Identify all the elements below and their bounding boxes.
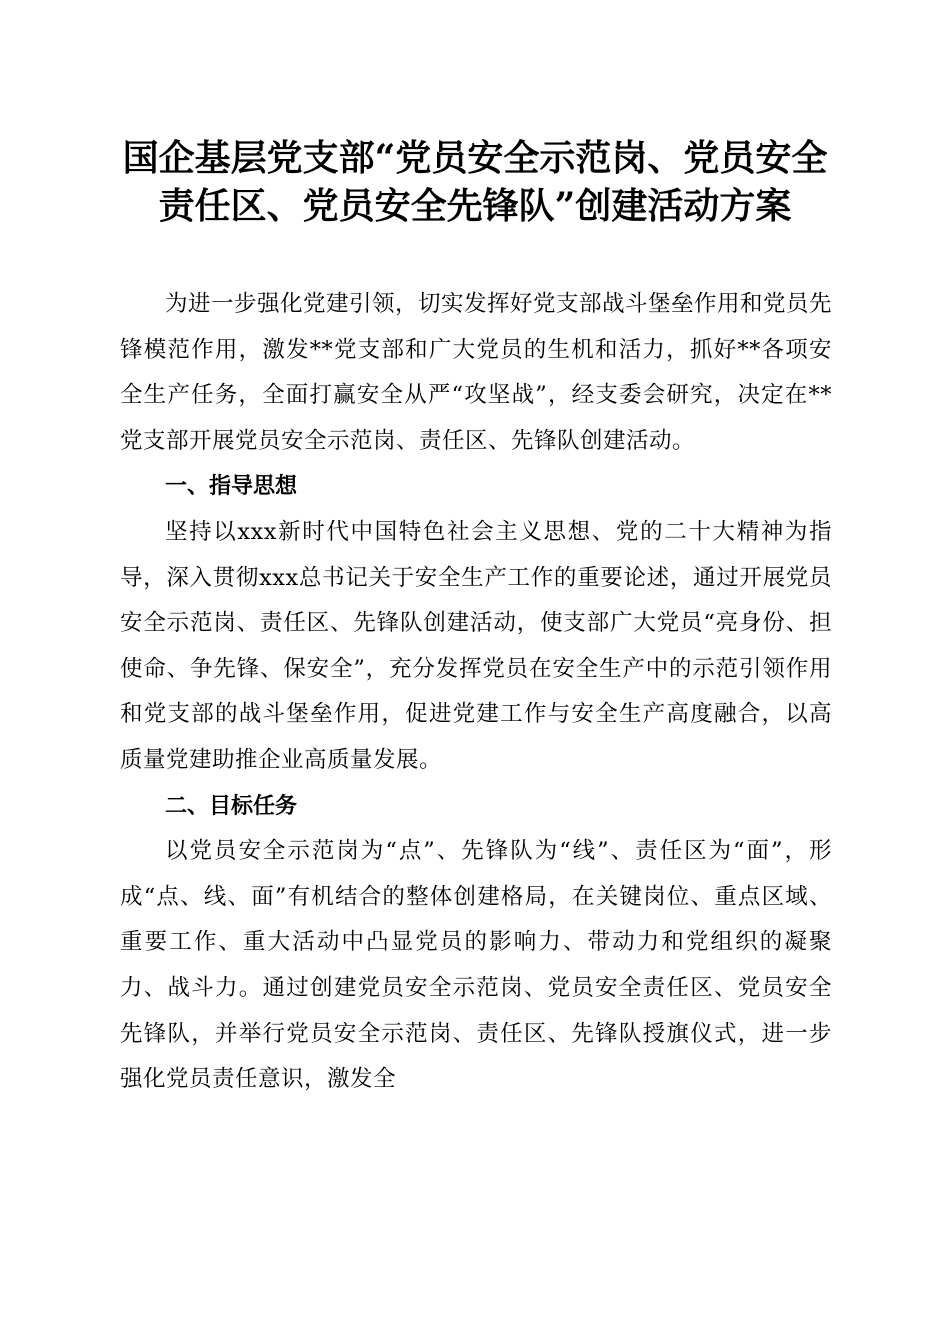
document-body	[120, 282, 832, 1103]
section-heading-objectives: 二、目标任务	[165, 793, 298, 819]
section-paragraph-objectives: 以党员安全示范岗为“点”、先锋队为“线”、责任区为“面”，形成“点、线、面”有机结合的整体创建格局，在关键岗位、重点区域、重要工作、重大活动中凸显党员的影响力、带动力和党组织的凝聚力、战斗力。通过创建党员安全示范岗、党员安全责任区、党员安全先锋队，并举行党员安全示范岗、责任区、先锋队授旗仪式，进一步强化党员责任意识，激发全	[120, 838, 832, 1093]
intro-paragraph: 为进一步强化党建引领，切实发挥好党支部战斗堡垒作用和党员先锋模范作用，激发**党支部和广大党员的生机和活力，抓好**各项安全生产任务，全面打赢安全从严“攻坚战”，经支委会研究，决定在**党支部开展党员安全示范岗、责任区、先锋队创建活动。	[120, 291, 833, 454]
document-title	[100, 134, 850, 230]
title-line-1: 国企基层党支部“党员安全示范岗、党员安全	[122, 137, 828, 179]
section-paragraph-guiding-thought: 坚持以xxx新时代中国特色社会主义思想、党的二十大精神为指导，深入贯彻xxx总书记关于安全生产工作的重要论述，通过开展党员安全示范岗、责任区、先锋队创建活动，使支部广大党员“亮身份、担使命、争先锋、保安全”，充分发挥党员在安全生产中的示范引领作用和党支部的战斗堡垒作用，促进党建工作与安全生产高度融合，以高质量党建助推企业高质量发展。	[120, 518, 832, 773]
section-heading-guiding-thought: 一、指导思想	[165, 474, 298, 500]
title-line-2: 责任区、党员安全先锋队”创建活动方案	[158, 185, 792, 227]
